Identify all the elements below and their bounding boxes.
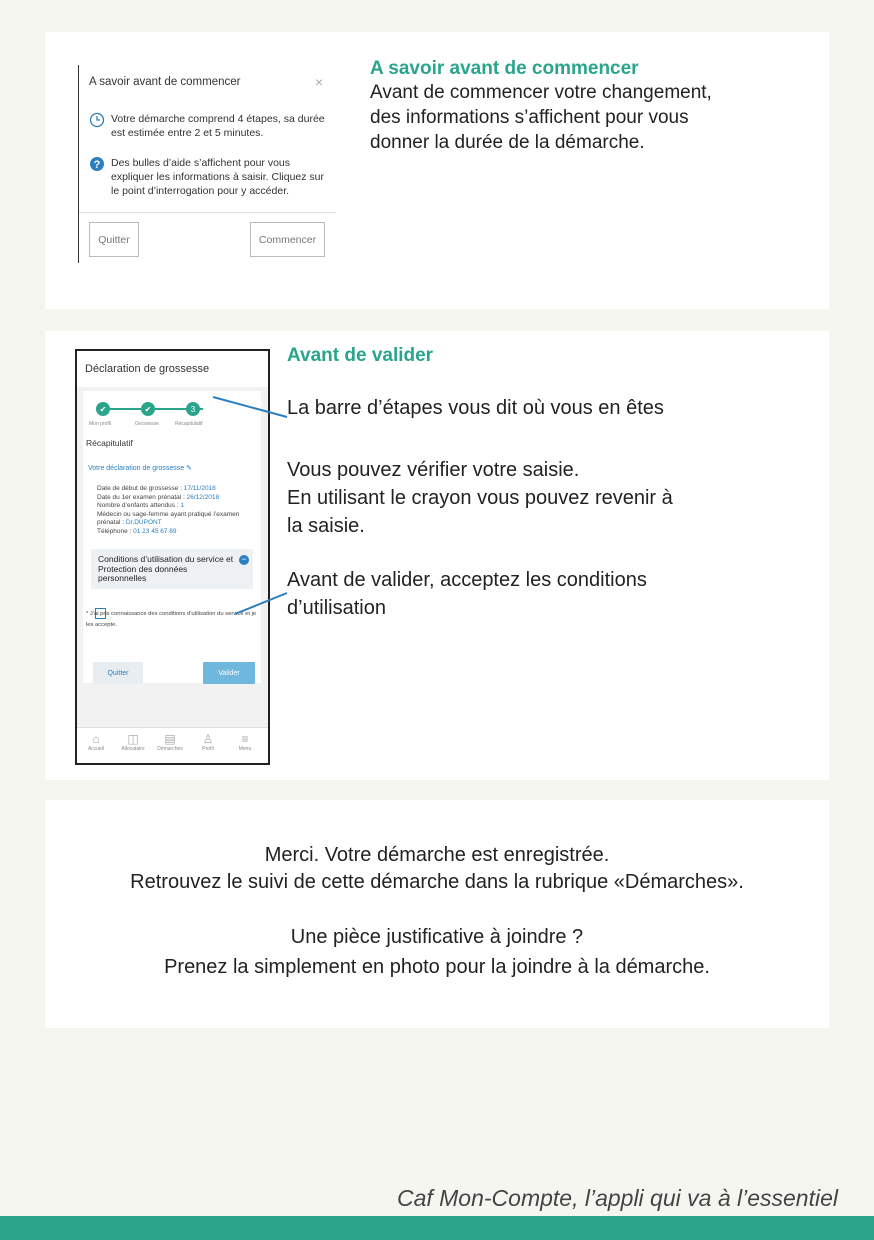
step-2-label: Grossesse: [135, 421, 159, 427]
intro-body-line-2: des informations s’affichent pour vous: [370, 107, 689, 128]
step-1-label: Mon profil: [89, 421, 111, 427]
dialog-help-row: [89, 156, 329, 198]
verify-line-1: Vous pouvez vérifier votre saisie.: [287, 459, 580, 481]
menu-icon: ≡: [241, 732, 249, 746]
callout-line-steps: [213, 397, 287, 417]
attachment-question: Une pièce justificative à joindre ?: [290, 926, 584, 948]
dialog-duration-text: Votre démarche comprend 4 étapes, sa durée est estimée entre 2 et 5 minutes.: [111, 113, 325, 139]
verify-line-2: En utilisant le crayon vous pouvez revenir à: [287, 487, 673, 509]
app-tagline: Caf Mon-Compte, l’appli qui va à l’essentiel: [396, 1185, 838, 1211]
conditions-label: Conditions d’utilisation du service et Protection des données personnelles: [98, 554, 234, 583]
dialog-title: A savoir avant de commencer: [89, 76, 241, 88]
detail-row: Nombre d’enfants attendus : 1: [97, 502, 185, 509]
accept-checkbox-label: * J’ai pris connaissance des conditions d’utilisation du service et je les accepte.: [86, 611, 257, 628]
user-icon: ♙: [202, 732, 214, 746]
phone-validate-button[interactable]: Valider: [203, 662, 255, 684]
confirmation-card: [45, 800, 829, 1028]
declaration-link[interactable]: Votre déclaration de grossesse ✎: [88, 465, 192, 472]
dialog-divider: [79, 212, 336, 213]
intro-heading: A savoir avant de commencer: [370, 58, 639, 79]
tab-accueil[interactable]: ⌂ Accueil: [81, 732, 111, 752]
intro-body-line-3: donner la durée de la démarche.: [370, 132, 645, 153]
accept-line-1: Avant de valider, acceptez les conditions: [287, 569, 647, 591]
svg-text:?: ?: [93, 158, 101, 171]
recap-heading: Récapitulatif: [86, 438, 133, 448]
step-3-indicator: 3: [186, 402, 200, 416]
detail-row: Date de début de grossesse : 17/11/2018: [97, 485, 216, 492]
close-icon[interactable]: ×: [315, 74, 324, 90]
detail-row: Téléphone : 01 23 45 67 89: [97, 527, 177, 535]
tab-profil[interactable]: ♙ Profil: [193, 732, 223, 752]
dialog-help-text: Des bulles d’aide s’affichent pour vous expliquer les informations à saisir. Cliquez sur le point d’interrogation pour y accéder.: [111, 157, 325, 197]
attachment-instructions: Prenez la simplement en photo pour la joindre à la démarche.: [164, 956, 710, 978]
intro-card: [45, 32, 829, 309]
info-dialog-screenshot: [78, 65, 336, 263]
collapse-icon[interactable]: −: [239, 555, 249, 565]
intro-body-line-1: Avant de commencer votre changement,: [370, 82, 712, 103]
phone-quit-button[interactable]: Quitter: [93, 662, 143, 684]
tab-menu[interactable]: ≡ Menu: [230, 732, 260, 752]
step-bar-explanation: La barre d’étapes vous dit où vous en êtes: [287, 397, 664, 419]
step-3-label: Récapitulatif: [175, 421, 203, 427]
tab-demarches[interactable]: ▤ Démarches: [155, 732, 185, 752]
phone-title: Déclaration de grossesse: [85, 363, 210, 375]
quit-button[interactable]: Quitter: [89, 222, 139, 257]
step-1-check-icon: ✔: [96, 402, 110, 416]
help-icon: [89, 156, 105, 172]
validation-card: [45, 331, 829, 780]
step-2-check-icon: ✔: [141, 402, 155, 416]
clock-icon: [89, 112, 105, 128]
start-button[interactable]: Commencer: [250, 222, 325, 257]
dialog-duration-row: [89, 112, 329, 140]
callout-line-conditions: [235, 593, 287, 614]
tab-allocataire[interactable]: ◫ Allocataire: [118, 732, 148, 752]
footer-bar: [0, 1216, 874, 1240]
detail-row: Date du 1er examen prénatal : 26/12/2018: [97, 493, 220, 501]
intro-text-block: [370, 58, 770, 155]
home-icon: ⌂: [92, 732, 100, 746]
wallet-icon: ◫: [127, 732, 139, 746]
document-icon: ▤: [164, 732, 176, 746]
tracking-line: Retrouvez le suivi de cette démarche dans la rubrique «Démarches».: [130, 871, 744, 893]
thanks-line: Merci. Votre démarche est enregistrée.: [264, 844, 610, 866]
validation-text-block: [287, 345, 757, 619]
detail-row: Médecin ou sage-femme ayant pratiqué l’examen prénatal : Dr.DUPONT: [97, 510, 240, 526]
validation-heading: Avant de valider: [287, 345, 434, 366]
accept-line-2: d’utilisation: [287, 597, 386, 619]
pencil-icon[interactable]: ✎: [186, 465, 192, 472]
verify-line-3: la saisie.: [287, 515, 365, 537]
